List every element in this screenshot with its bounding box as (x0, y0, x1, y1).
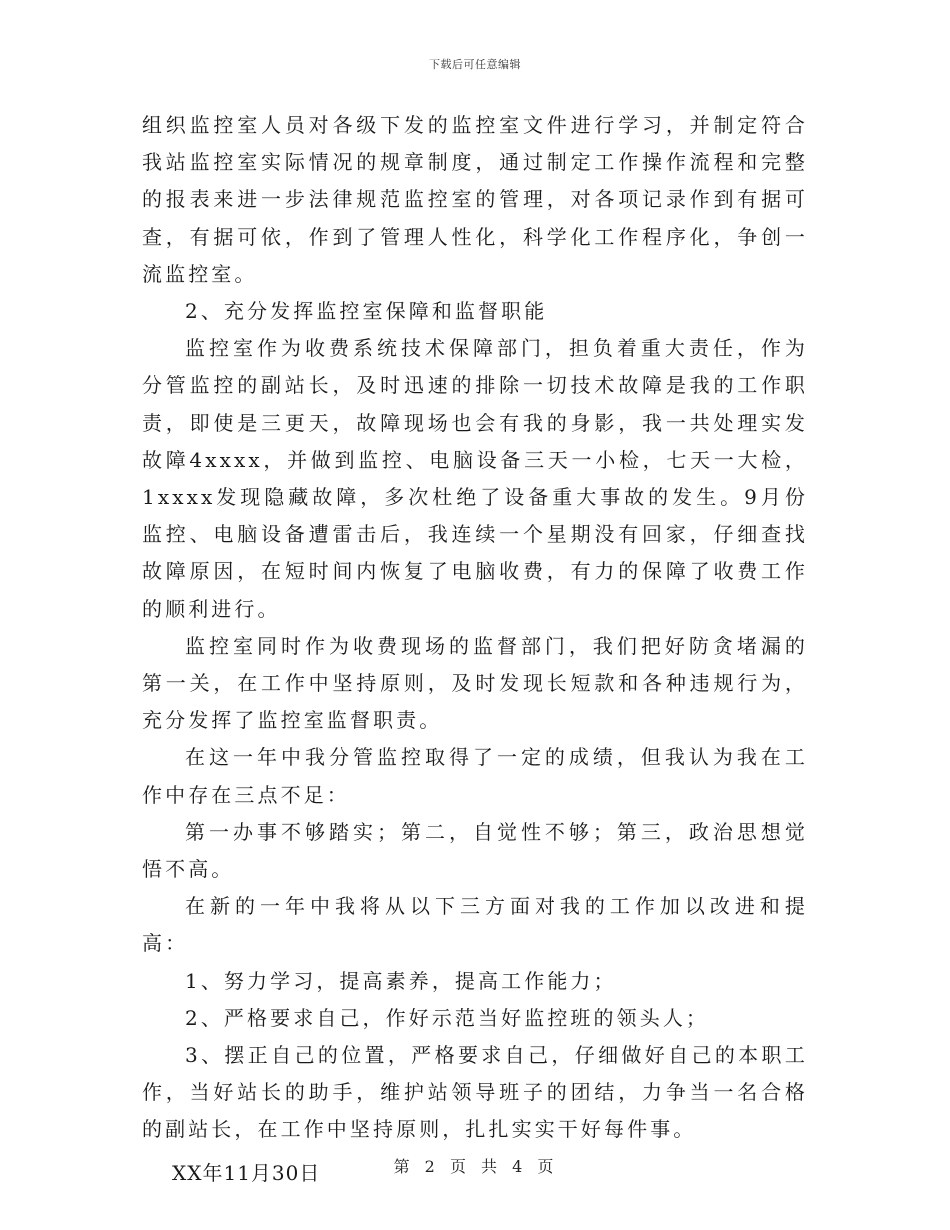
list-item-3: 3、摆正自己的位置，严格要求自己，仔细做好自己的本职工作，当好站长的助手，维护站领导班子的团结，力争当一名合格的副站长，在工作中坚持原则，扎扎实实干好每件事。 (142, 1043, 808, 1142)
header-note: 下载后可任意编辑 (429, 58, 521, 71)
list-item-1: 1、努力学习，提高素养，提高工作能力； (185, 968, 617, 993)
list-item-2: 2、严格要求自己，作好示范当好监控班的领头人； (185, 1005, 710, 1030)
paragraph-improvement-intro: 在新的一年中我将从以下三方面对我的工作加以改进和提高： (142, 894, 808, 956)
document-date: XX年11月30日 (172, 1160, 321, 1185)
paragraph-supervision: 监控室同时作为收费现场的监督部门，我们把好防贪堵漏的第一关，在工作中坚持原则，及时发现长短款和各种违规行为，充分发挥了监控室监督职责。 (142, 633, 808, 733)
paragraph-regulations: 组织监控室人员对各级下发的监控室文件进行学习，并制定符合我站监控室实际情况的规章制度，通过制定工作操作流程和完整的报表来进一步法律规范监控室的管理，对各项记录作到有据可查，有据可依，作到了管理人性化，科学化工作程序化，争创一流监控室。 (142, 113, 808, 286)
paragraph-tech-support: 监控室作为收费系统技术保障部门，担负着重大责任，作为分管监控的副站长，及时迅速的排除一切技术故障是我的工作职责，即使是三更天，故障现场也会有我的身影，我一共处理实发故障4xxxx，并做到监控、电脑设备三天一小检，七天一大检，1xxxx发现隐藏故障，多次杜绝了设备重大事故的发生。9月份监控、电脑设备遭雷击后，我连续一个星期没有回家，仔细查找故障原因，在短时间内恢复了电脑收费，有力的保障了收费工作的顺利进行。 (142, 336, 808, 621)
page-number-footer: 第 2 页 共 4 页 (393, 1157, 557, 1176)
document-body (142, 107, 808, 1192)
paragraph-shortcomings: 第一办事不够踏实；第二，自觉性不够；第三，政治思想觉悟不高。 (142, 819, 808, 882)
paragraph-achievements: 在这一年中我分管监控取得了一定的成绩，但我认为我在工作中存在三点不足： (142, 745, 808, 807)
section-heading-2: 2、充分发挥监控室保障和监督职能 (185, 299, 548, 324)
